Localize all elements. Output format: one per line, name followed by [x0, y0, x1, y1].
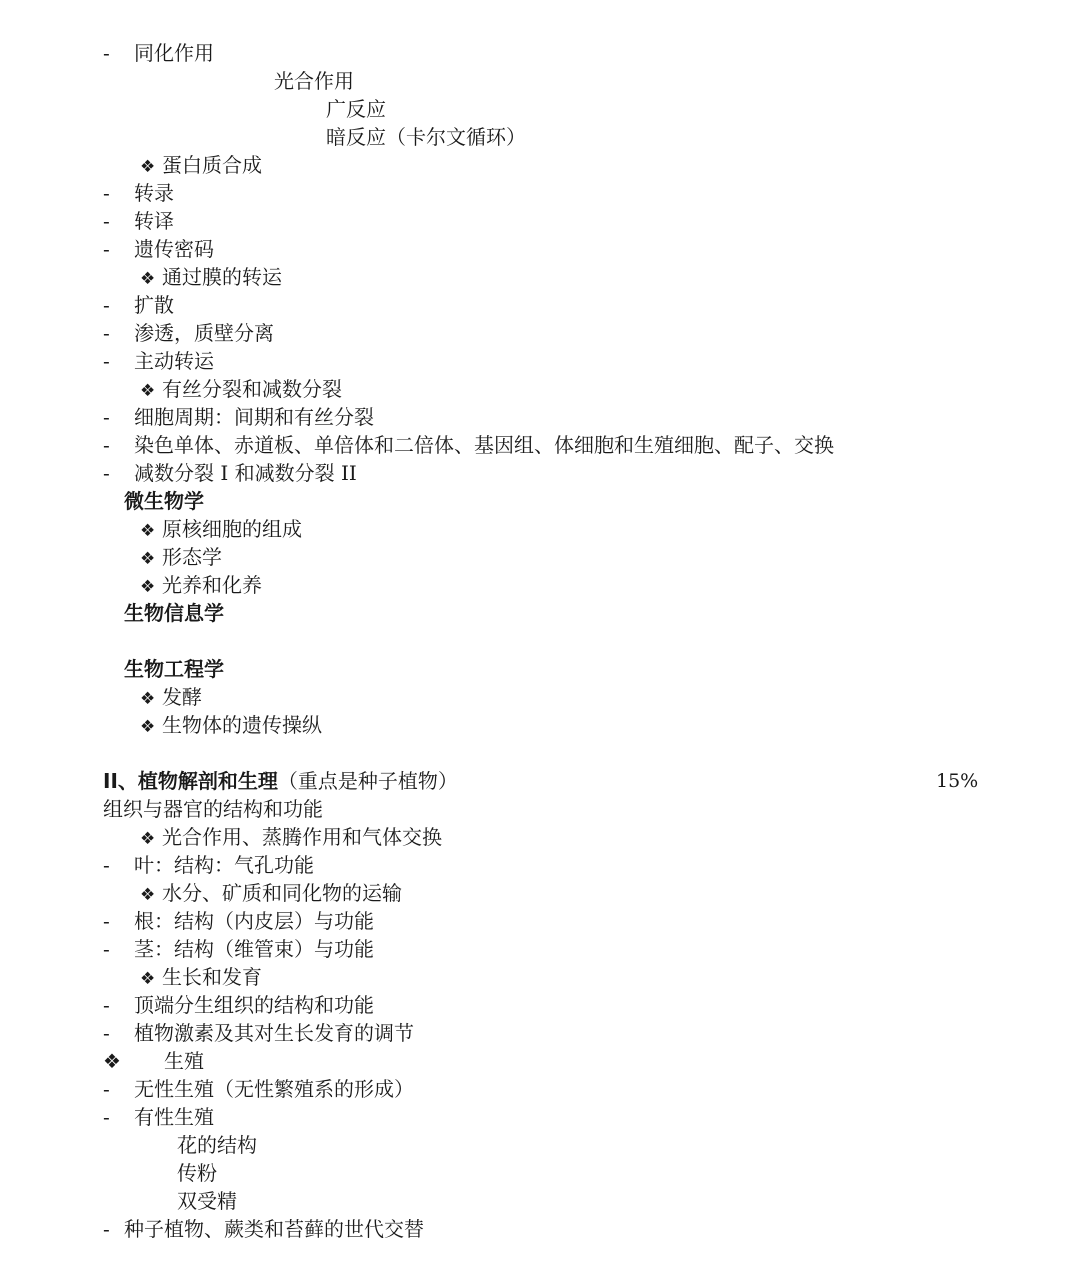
list-item: 遗传密码 [134, 237, 214, 261]
list-item: 无性生殖（无性繁殖系的形成） [134, 1077, 414, 1101]
list-item [140, 879, 402, 907]
list-item: 渗透，质壁分离 [134, 321, 274, 345]
list-item: 转译 [134, 209, 174, 233]
list-item [140, 375, 342, 403]
dash-marker: - [103, 993, 110, 1017]
subsection-heading: 组织与器官的结构和功能 [103, 797, 323, 821]
diamond-bullet-icon: ❖ [140, 885, 156, 905]
diamond-bullet-icon: ❖ [140, 381, 156, 401]
list-item-text: 有丝分裂和减数分裂 [162, 377, 342, 401]
list-item: 有性生殖 [134, 1105, 214, 1129]
list-item: 花的结构 [177, 1133, 257, 1157]
diamond-bullet-icon: ❖ [140, 549, 156, 569]
dash-marker: - [103, 853, 110, 877]
list-item: 叶：结构：气孔功能 [134, 853, 314, 877]
list-item: 种子植物、蕨类和苔藓的世代交替 [124, 1217, 424, 1241]
list-item-text: 发酵 [162, 685, 202, 709]
dash-marker: - [103, 1021, 110, 1045]
list-item: 生殖 [164, 1049, 204, 1073]
dash-marker: - [103, 909, 110, 933]
list-item: 细胞周期：间期和有丝分裂 [134, 405, 374, 429]
list-item: 减数分裂 I 和减数分裂 II [134, 461, 357, 485]
dash-marker: - [103, 209, 110, 233]
list-item-text: 形态学 [162, 545, 222, 569]
dash-marker: - [103, 293, 110, 317]
diamond-bullet-icon: ❖ [140, 269, 156, 289]
dash-marker: - [103, 937, 110, 961]
dash-marker: - [103, 321, 110, 345]
list-item: 根：结构（内皮层）与功能 [134, 909, 374, 933]
dash-marker: - [103, 181, 110, 205]
list-item: 扩散 [134, 293, 174, 317]
list-item: 主动转运 [134, 349, 214, 373]
diamond-bullet-icon: ❖ [140, 157, 156, 177]
section-title [103, 767, 458, 795]
dash-marker: - [103, 1105, 110, 1129]
list-item [140, 571, 262, 599]
list-item [140, 515, 302, 543]
dash-marker: - [103, 349, 110, 373]
list-item [140, 963, 262, 991]
list-item-text: 光养和化养 [162, 573, 262, 597]
list-item: 植物激素及其对生长发育的调节 [134, 1021, 414, 1045]
list-item: 双受精 [177, 1189, 237, 1213]
diamond-bullet-icon: ❖ [140, 969, 156, 989]
list-item-text: 通过膜的转运 [162, 265, 282, 289]
list-item: 光合作用 [274, 69, 354, 93]
list-item: 茎：结构（维管束）与功能 [134, 937, 374, 961]
list-item-text: 光合作用、蒸腾作用和气体交换 [162, 825, 442, 849]
section-weight-percent: 15% [936, 770, 979, 792]
dash-marker: - [103, 41, 110, 65]
list-item: 传粉 [177, 1161, 217, 1185]
diamond-bullet-icon: ❖ [140, 577, 156, 597]
diamond-bullet-icon: ❖ [140, 689, 156, 709]
list-item [140, 683, 202, 711]
list-item: 染色单体、赤道板、单倍体和二倍体、基因组、体细胞和生殖细胞、配子、交换 [134, 433, 834, 457]
section-heading: 微生物学 [124, 489, 204, 513]
list-item: 广反应 [326, 97, 386, 121]
section-title-note: （重点是种子植物） [277, 769, 458, 793]
section-heading: 生物工程学 [124, 657, 224, 681]
dash-marker: - [103, 1217, 110, 1241]
list-item-text: 水分、矿质和同化物的运输 [162, 881, 402, 905]
list-item [140, 543, 222, 571]
list-item: 暗反应（卡尔文循环） [326, 125, 526, 149]
list-item [140, 711, 322, 739]
list-item-text: 生物体的遗传操纵 [162, 713, 322, 737]
list-item: 顶端分生组织的结构和功能 [134, 993, 374, 1017]
dash-marker: - [103, 405, 110, 429]
diamond-bullet-icon: ❖ [140, 829, 156, 849]
list-item: 转录 [134, 181, 174, 205]
list-item-text: 生长和发育 [162, 965, 262, 989]
dash-marker: - [103, 461, 110, 485]
diamond-bullet-icon: ❖ [103, 1049, 121, 1073]
dash-marker: - [103, 433, 110, 457]
list-item: 同化作用 [134, 41, 214, 65]
list-item-text: 原核细胞的组成 [162, 517, 302, 541]
section-title-main: II、植物解剖和生理 [103, 769, 278, 793]
list-item-text: 蛋白质合成 [162, 153, 262, 177]
list-item [140, 263, 282, 291]
diamond-bullet-icon: ❖ [140, 717, 156, 737]
dash-marker: - [103, 1077, 110, 1101]
list-item [140, 151, 262, 179]
list-item [140, 823, 442, 851]
section-heading: 生物信息学 [124, 601, 224, 625]
dash-marker: - [103, 237, 110, 261]
diamond-bullet-icon: ❖ [140, 521, 156, 541]
